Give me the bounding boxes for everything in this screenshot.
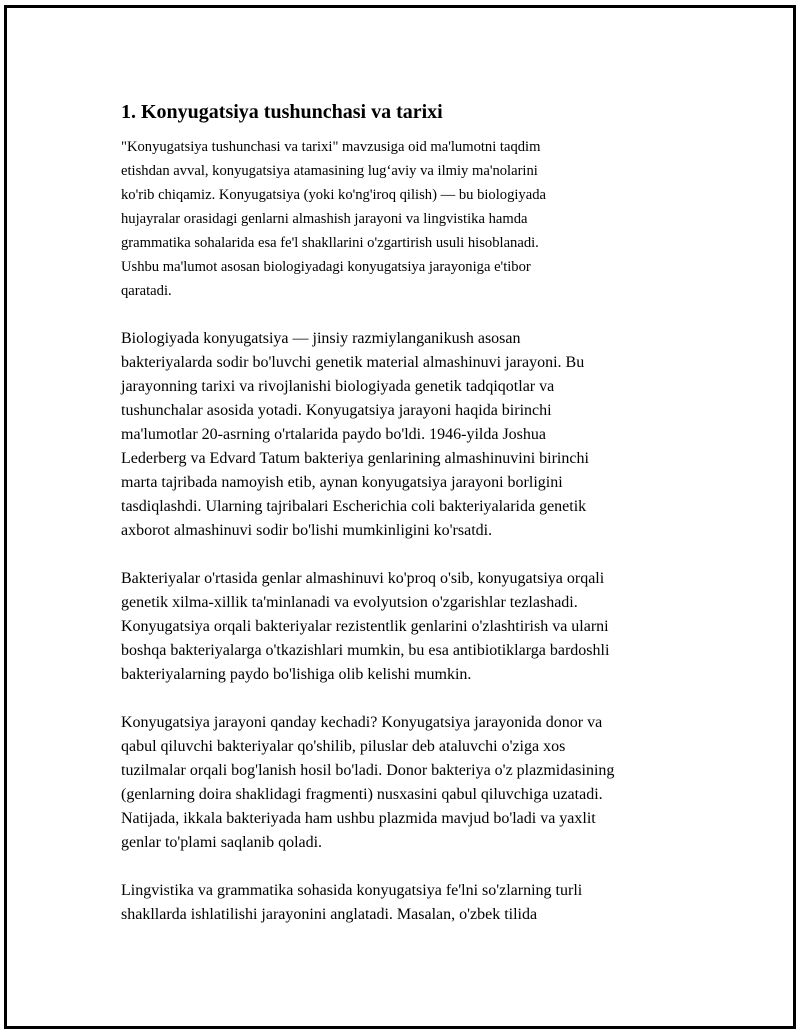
text-line: hujayralar orasidagi genlarni almashish jarayoni va lingvistika hamda <box>121 211 528 227</box>
text-line: grammatika sohalarida esa fe'l shakllarini o'zgartirish usuli hisoblanadi. <box>121 235 539 251</box>
text-line: shakllarda ishlatilishi jarayonini anglatadi. Masalan, o'zbek tilida <box>121 906 538 923</box>
text-line: ko'rib chiqamiz. Konyugatsiya (yoki ko'ng'iroq qilish) — bu biologiyada <box>121 187 546 203</box>
text-line: tushunchalar asosida yotadi. Konyugatsiya jarayoni haqida birinchi <box>121 402 552 419</box>
text-line: jarayonning tarixi va rivojlanishi biologiyada genetik tadqiqotlar va <box>121 378 555 395</box>
text-line: Konyugatsiya orqali bakteriyalar rezistentlik genlarini o'zlashtirish va ularni <box>121 618 609 635</box>
text-line: boshqa bakteriyalarga o'tkazishlari mumkin, bu esa antibiotiklarga bardoshli <box>121 642 610 659</box>
text-line: etishdan avval, konyugatsiya atamasining lug‘aviy va ilmiy ma'nolarini <box>121 163 538 179</box>
text-line: genlar to'plami saqlanib qoladi. <box>121 834 323 851</box>
paragraph-history <box>121 327 691 543</box>
paragraph-linguistics <box>121 879 691 927</box>
text-line: Natijada, ikkala bakteriyada ham ushbu plazmida mavjud bo'ladi va yaxlit <box>121 810 596 827</box>
text-line: bakteriyalarda sodir bo'luvchi genetik material almashinuvi jarayoni. Bu <box>121 354 585 371</box>
text-line: Biologiyada konyugatsiya — jinsiy razmiylanganikush asosan <box>121 330 521 347</box>
page-frame <box>4 5 796 1029</box>
paragraph-process <box>121 711 691 855</box>
text-line: (genlarning doira shaklidagi fragmenti) nusxasini qabul qiluvchiga uzatadi. <box>121 786 603 803</box>
text-line: Ushbu ma'lumot asosan biologiyadagi konyugatsiya jarayoniga e'tibor <box>121 259 531 275</box>
text-line: axborot almashinuvi sodir bo'lishi mumkinligini ko'rsatdi. <box>121 522 493 539</box>
text-line: Lingvistika va grammatika sohasida konyugatsiya fe'lni so'zlarning turli <box>121 882 583 899</box>
document-body <box>121 98 691 951</box>
text-line: genetik xilma-xillik ta'minlanadi va evolyutsion o'zgarishlar tezlashadi. <box>121 594 578 611</box>
paragraph-diversity <box>121 567 691 687</box>
paragraph-definition <box>121 135 691 303</box>
text-line: ma'lumotlar 20-asrning o'rtalarida paydo bo'ldi. 1946-yilda Joshua <box>121 426 546 443</box>
text-line: tuzilmalar orqali bog'lanish hosil bo'ladi. Donor bakteriya o'z plazmidasining <box>121 762 615 779</box>
text-line: qabul qiluvchi bakteriyalar qo'shilib, piluslar deb ataluvchi o'ziga xos <box>121 738 566 755</box>
text-line: marta tajribada namoyish etib, aynan konyugatsiya jarayoni borligini <box>121 474 563 491</box>
text-line: Bakteriyalar o'rtasida genlar almashinuvi ko'proq o'sib, konyugatsiya orqali <box>121 570 605 587</box>
text-line: qaratadi. <box>121 283 172 299</box>
text-line: Lederberg va Edvard Tatum bakteriya genlarining almashinuvini birinchi <box>121 450 589 467</box>
text-line: tasdiqlashdi. Ularning tajribalari Escherichia coli bakteriyalarida genetik <box>121 498 587 515</box>
text-line: bakteriyalarning paydo bo'lishiga olib kelishi mumkin. <box>121 666 472 683</box>
text-line: Konyugatsiya jarayoni qanday kechadi? Konyugatsiya jarayonida donor va <box>121 714 603 731</box>
section-heading: 1. Konyugatsiya tushunchasi va tarixi <box>121 101 443 123</box>
text-line: "Konyugatsiya tushunchasi va tarixi" mavzusiga oid ma'lumotni taqdim <box>121 139 541 155</box>
